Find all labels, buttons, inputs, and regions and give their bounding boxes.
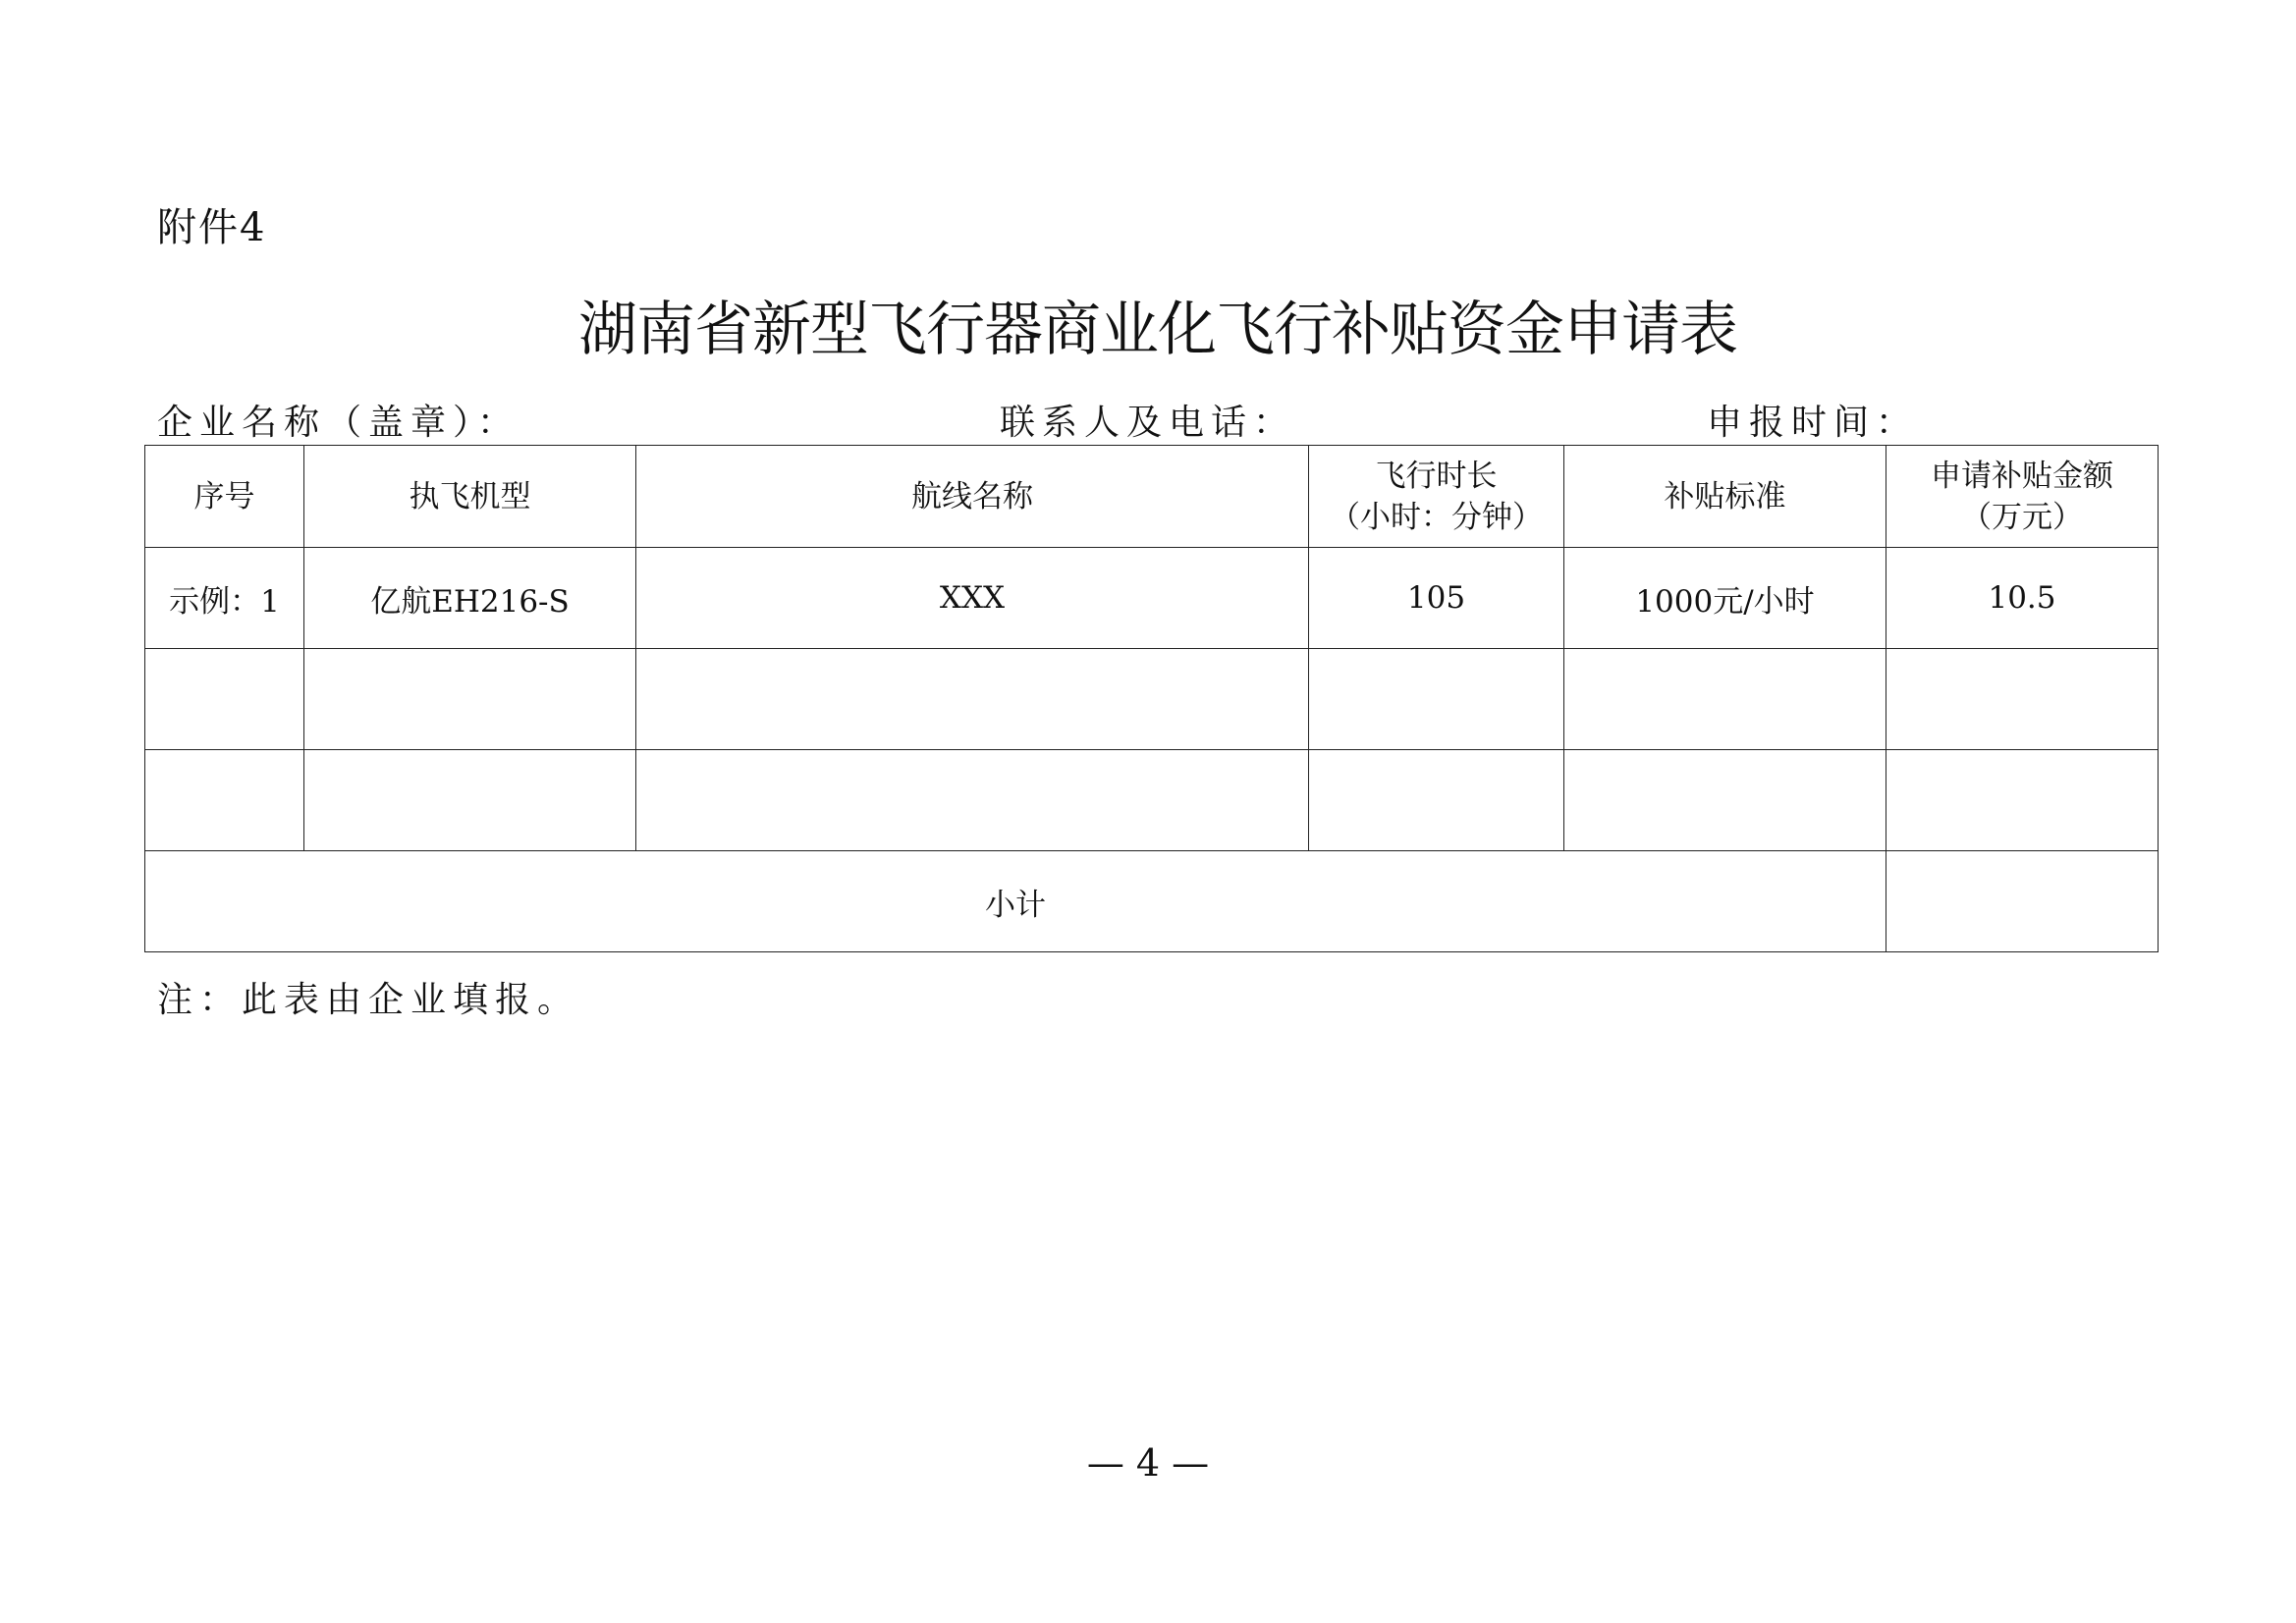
- header-duration-line2: （小时：分钟）: [1330, 499, 1543, 535]
- blank-cell: [636, 649, 1309, 750]
- blank-cell: [1309, 750, 1564, 851]
- footnote: 注：此表由企业填报。: [157, 980, 580, 1020]
- header-amount-line2: （万元）: [1961, 499, 2083, 535]
- blank-cell: [1886, 649, 2159, 750]
- contact-phone-field: 联系人及电话：: [1000, 403, 1296, 443]
- cell-standard: 1000元/小时: [1564, 548, 1886, 649]
- blank-cell: [1886, 750, 2159, 851]
- table-row-blank: [145, 750, 2159, 851]
- header-route: 航线名称: [636, 446, 1309, 548]
- blank-cell: [145, 750, 304, 851]
- table-row-blank: [145, 649, 2159, 750]
- attachment-label: 附件4: [157, 205, 267, 250]
- company-name-field: 企业名称（盖章）：: [157, 403, 520, 443]
- header-amount: [1886, 446, 2159, 548]
- blank-cell: [304, 649, 636, 750]
- table-header-row: [145, 446, 2159, 548]
- header-amount-line1: 申请补贴金额: [1931, 458, 2113, 494]
- header-aircraft: 执飞机型: [304, 446, 636, 548]
- header-index: 序号: [145, 446, 304, 548]
- blank-cell: [145, 649, 304, 750]
- table-row-subtotal: [145, 851, 2159, 952]
- cell-route: XXX: [636, 548, 1309, 649]
- blank-cell: [636, 750, 1309, 851]
- blank-cell: [1564, 750, 1886, 851]
- report-date-field: 申报时间：: [1707, 403, 1919, 443]
- page-title: 湖南省新型飞行器商业化飞行补贴资金申请表: [578, 296, 1737, 364]
- header-standard: 补贴标准: [1564, 446, 1886, 548]
- header-duration-line1: 飞行时长: [1375, 458, 1498, 494]
- subsidy-application-table: [144, 445, 2159, 952]
- blank-cell: [1309, 649, 1564, 750]
- cell-aircraft: 亿航EH216-S: [304, 548, 636, 649]
- table-row-example: [145, 548, 2159, 649]
- blank-cell: [304, 750, 636, 851]
- subtotal-amount-cell: [1886, 851, 2159, 952]
- cell-duration: 105: [1309, 548, 1564, 649]
- blank-cell: [1564, 649, 1886, 750]
- cell-index: 示例：1: [145, 548, 304, 649]
- page-number: — 4 —: [1086, 1441, 1210, 1485]
- subtotal-label: 小计: [145, 851, 1886, 952]
- cell-amount: 10.5: [1886, 548, 2159, 649]
- header-duration: [1309, 446, 1564, 548]
